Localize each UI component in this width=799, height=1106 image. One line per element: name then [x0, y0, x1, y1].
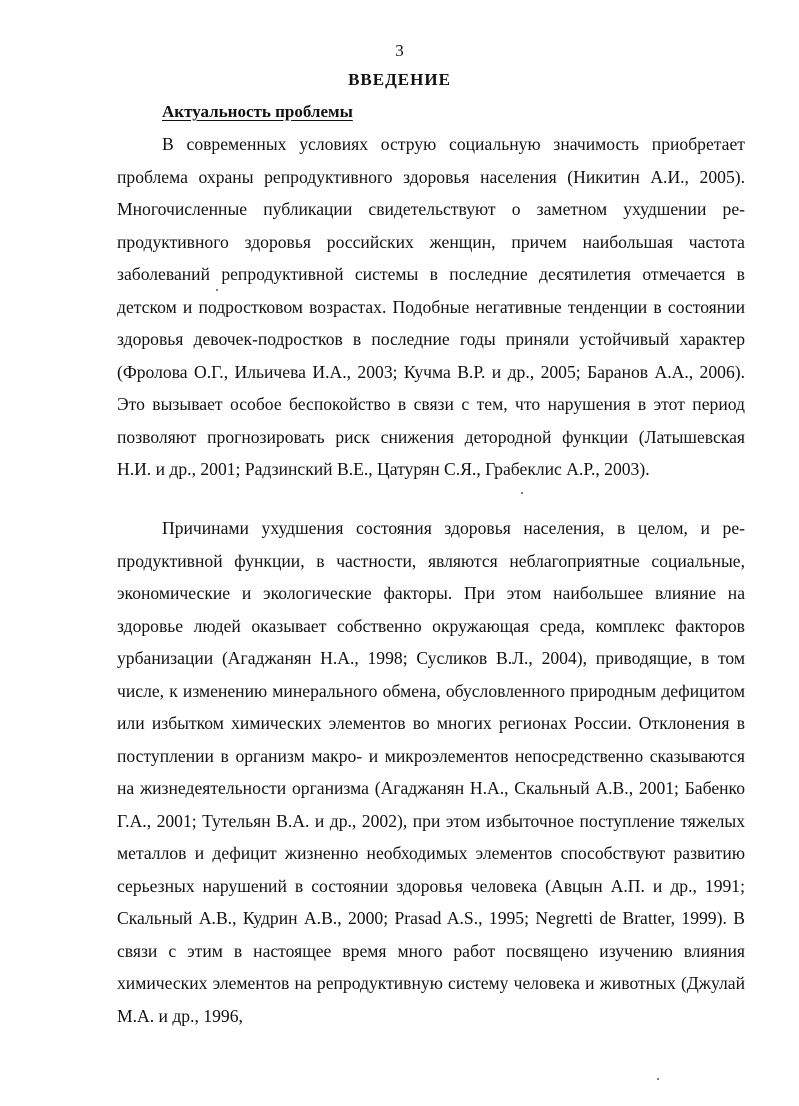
scan-speck: [657, 1078, 659, 1080]
scan-speck: [521, 492, 523, 494]
page-title: ВВЕДЕНИЕ: [348, 70, 451, 89]
paragraph-2: Причинами ухудшения состояния здоровья населения, в целом, и репродуктивной функции, в частности, являются неблагоприятные социальные, экономические и экологические факторы. При этом наибольшее влияние на здоровье людей оказывает собственно окружающая среда, комплекс факторов урбанизации (Агаджанян Н.А., 1998; Сусликов В.Л., 2004), приводящие, в том числе, к изменению минерального обмена, обусловленного природным дефицитом или избытком химических элементов во многих регионах России. Отклонения в поступлении в организм макро- и микроэлементов непосредственно сказываются на жизнедеятельности организма (Агаджанян Н.А., Скальный А.В., 2001; Бабенко Г.А., 2001; Тутельян В.А. и др., 2002), при этом избыточное поступление тяжелых металлов и дефицит жизненно необходимых элементов способствуют развитию серьезных нарушений в состоянии здоровья человека (Авцын А.П. и др., 1991; Скальный А.В., Кудрин А.В., 2000; Prasad A.S., 1995; Negretti de Bratter, 1999). В связи с этим в настоящее время много работ посвящено изучению влияния химических элементов на репродуктивную систему человека и животных (Джулай М.А. и др., 1996,: [117, 518, 745, 1026]
section-title: Актуальность проблемы: [162, 102, 353, 121]
scan-speck: [216, 289, 218, 291]
page-number: 3: [395, 41, 404, 60]
paragraph-1: В современных условиях острую социальную значимость приобретает проблема охраны репродуктивного здоровья населения (Никитин А.И., 2005). Многочисленные публикации свидетельствуют о заметном ухудшении репродуктивного здоровья российских женщин, причем наибольшая частота заболеваний репродуктивной системы в последние десятилетия отмечается в детском и подростковом возрастах. Подобные негативные тенденции в состоянии здоровья девочек-подростков в последние годы приняли устойчивый характер (Фролова О.Г., Ильичева И.А., 2003; Кучма В.Р. и др., 2005; Баранов А.А., 2006). Это вызывает особое беспокойство в связи с тем, что нарушения в этот период позволяют прогнозировать риск снижения детородной функции (Латышевская Н.И. и др., 2001; Радзинский В.Е., Цатурян С.Я., Грабеклис А.Р., 2003).: [117, 134, 745, 479]
